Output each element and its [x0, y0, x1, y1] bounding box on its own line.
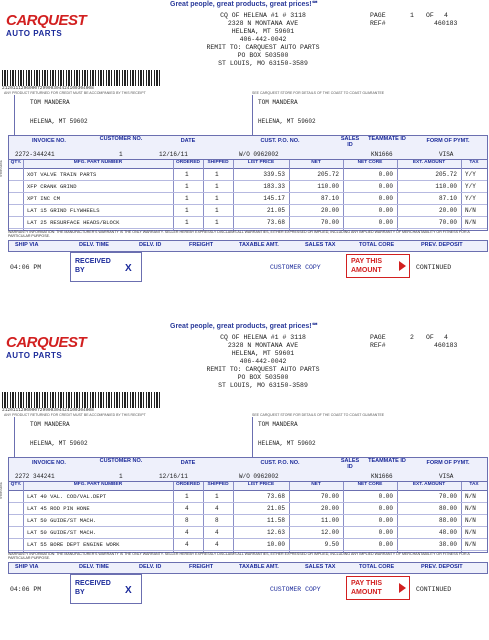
net-core: 0.00: [378, 207, 393, 214]
pay-this-label: PAY THIS: [351, 580, 382, 587]
col-net-core: NET CORE: [343, 482, 397, 491]
part-number: LAT 50 GUIDE/ST MACH.: [27, 517, 97, 524]
qty-ordered: 4: [185, 529, 189, 536]
tax-code: Y/Y: [465, 195, 476, 202]
tax-code: Y/Y: [465, 183, 476, 190]
qty-ordered: 8: [185, 517, 189, 524]
qty-ordered: 1: [185, 493, 189, 500]
invoice-header-table: [8, 457, 488, 483]
totals-footer: [8, 240, 488, 252]
qty-shipped: 1: [215, 183, 219, 190]
qty-ordered: 1: [185, 207, 189, 214]
qty-shipped: 4: [215, 541, 219, 548]
col-ordered: ORDERED: [173, 482, 203, 491]
tax-code: N/N: [465, 529, 476, 536]
teammate-id: KN1666: [371, 151, 393, 158]
qty-shipped: 1: [215, 493, 219, 500]
net-core: 0.00: [378, 183, 393, 190]
by-label: BY: [75, 589, 85, 596]
customer-no: 1: [119, 473, 123, 480]
tax-code: N/N: [465, 505, 476, 512]
received-label: RECEIVED: [75, 258, 111, 265]
net-core: 0.00: [378, 517, 393, 524]
return-notice: ANY PRODUCT RETURNED FOR CREDIT MUST BE ACCOMPANIED BY THIS RECEIPT: [4, 413, 146, 417]
net-core: 0.00: [378, 195, 393, 202]
col-shipped: SHIPPED: [203, 160, 233, 169]
invoice-no: 2272 344241: [15, 473, 55, 480]
row-divider: [9, 550, 487, 551]
sales-tax-label: SALES TAX: [305, 242, 336, 248]
barcode: [2, 70, 162, 86]
page-ref-box: [370, 12, 480, 28]
ext-amount: 110.00: [435, 183, 457, 190]
net-price: 9.50: [324, 541, 339, 548]
list-price: 10.00: [266, 541, 285, 548]
cust-po: W/O 0962002: [239, 151, 279, 158]
store-line: CQ OF HELENA #1 # 3118: [220, 334, 306, 341]
guarantee-notice: SEE CARQUEST STORE FOR DETAILS OF THE COAST TO COAST GUARANTEE: [252, 413, 385, 417]
qty-shipped: 4: [215, 529, 219, 536]
store-line: 406-442-0042: [239, 358, 287, 365]
list-price: 11.58: [266, 517, 285, 524]
barcode-number: 2120111296000729900304424100304008: [2, 86, 94, 91]
col-qty: QTY.: [9, 482, 23, 491]
qty-shipped: 8: [215, 517, 219, 524]
col-list-price: LIST PRICE: [233, 160, 289, 169]
net-core: 0.00: [378, 505, 393, 512]
ext-amount: 70.00: [438, 493, 457, 500]
invoice-date: 12/16/11: [159, 473, 188, 480]
part-number: LAT 50 GUIDE/ST MACH.: [27, 529, 97, 536]
row-divider: [9, 502, 487, 503]
list-price: 21.05: [266, 505, 285, 512]
net-price: 205.72: [317, 171, 339, 178]
tax-code: N/N: [465, 207, 476, 214]
net-price: 87.10: [320, 195, 339, 202]
col-tax: TAX: [461, 482, 487, 491]
logo-wordmark: CARQUEST: [6, 334, 87, 351]
teammate-id-label: TEAMMATE ID: [368, 458, 406, 464]
amount-label: AMOUNT: [351, 589, 382, 596]
side-reference: 0000381: [0, 160, 4, 177]
qty-ordered: 1: [185, 171, 189, 178]
store-line: HELENA, MT 59601: [231, 28, 295, 35]
qty-ordered: 1: [185, 219, 189, 226]
net-price: 20.00: [320, 207, 339, 214]
qty-shipped: 1: [215, 207, 219, 214]
by-label: BY: [75, 267, 85, 274]
carquest-logo: [6, 334, 87, 360]
part-number: LAT 25 RESURFACE HEADS/BLOCK: [27, 219, 120, 226]
col-tax: TAX: [461, 160, 487, 169]
ship-to-city: HELENA, MT 59602: [258, 118, 316, 125]
row-divider: [9, 204, 487, 205]
invoice-no-label: INVOICE NO.: [32, 460, 66, 466]
received-label: RECEIVED: [75, 580, 111, 587]
col-ext-amount: EXT. AMOUNT: [397, 482, 461, 491]
date-label: DATE: [180, 460, 196, 466]
taxable-amt-label: TAXABLE AMT.: [239, 242, 279, 248]
row-divider: [9, 228, 487, 229]
col-list-price: LIST PRICE: [233, 482, 289, 491]
list-price: 145.17: [263, 195, 285, 202]
qty-ordered: 1: [185, 183, 189, 190]
print-time: 04:06 PM: [10, 264, 42, 271]
store-line: PO BOX 503500: [237, 374, 289, 381]
part-number: LAT 45 ROD PIN HONE: [27, 505, 90, 512]
store-line: 2328 N MONTANA AVE: [227, 20, 299, 27]
store-line: 2328 N MONTANA AVE: [227, 342, 299, 349]
payment-form: VISA: [439, 151, 454, 158]
delv-id-label: DELV. ID: [139, 242, 162, 248]
store-line: ST LOUIS, MO 63150-3589: [218, 382, 308, 389]
bill-to-name: TOM MANDERA: [30, 421, 70, 428]
bill-to-name: TOM MANDERA: [30, 99, 70, 106]
signature-x: X: [125, 263, 132, 274]
col-net: NET: [289, 160, 343, 169]
cust-po-label: CUST. P.O. NO.: [260, 460, 300, 466]
col-ordered: ORDERED: [173, 160, 203, 169]
bill-to-city: HELENA, MT 59602: [30, 440, 88, 447]
ship-to-name: TOM MANDERA: [258, 421, 298, 428]
tax-code: N/N: [465, 541, 476, 548]
ext-amount: 48.00: [438, 529, 457, 536]
pay-this-label: PAY THIS: [351, 258, 382, 265]
ext-amount: 88.00: [438, 517, 457, 524]
cust-po-label: CUST. P.O. NO.: [260, 138, 300, 144]
tax-code: N/N: [465, 219, 476, 226]
received-by-box: [70, 252, 142, 282]
ext-amount: 70.00: [438, 219, 457, 226]
page-num: 1: [410, 12, 414, 19]
copy-type: CUSTOMER COPY: [270, 264, 321, 271]
prev-deposit-label: PREV. DEPOSIT: [421, 242, 463, 248]
qty-shipped: 1: [215, 195, 219, 202]
barcode-number: 2120111296000729900304424100304008: [2, 408, 94, 413]
store-line: CQ OF HELENA #1 # 3118: [220, 12, 306, 19]
ship-via-label: SHIP VIA: [15, 242, 39, 248]
payment-form: VISA: [439, 473, 454, 480]
store-line: PO BOX 503500: [237, 52, 289, 59]
ref-number: 460183: [434, 20, 458, 27]
qty-ordered: 4: [185, 505, 189, 512]
cust-po: W/O 0962002: [239, 473, 279, 480]
date-label: DATE: [180, 138, 196, 144]
total-core-label: TOTAL CORE: [359, 564, 395, 570]
store-address: [188, 12, 338, 68]
net-core: 0.00: [378, 171, 393, 178]
signature-x: X: [125, 585, 132, 596]
list-price: 183.33: [263, 183, 285, 190]
store-address: [188, 334, 338, 390]
list-price: 21.05: [266, 207, 285, 214]
col-net: NET: [289, 482, 343, 491]
arrow-right-icon: [399, 583, 406, 593]
store-line: ST LOUIS, MO 63150-3589: [218, 60, 308, 67]
freight-label: FREIGHT: [189, 242, 214, 248]
row-divider: [9, 192, 487, 193]
ext-amount: 20.00: [438, 207, 457, 214]
qty-shipped: 4: [215, 505, 219, 512]
taxable-amt-label: TAXABLE AMT.: [239, 564, 279, 570]
ship-via-label: SHIP VIA: [15, 564, 39, 570]
ext-amount: 205.72: [435, 171, 457, 178]
sales-id-label: SALES ID: [340, 136, 360, 148]
page-total: 4: [444, 12, 448, 19]
net-price: 70.00: [320, 493, 339, 500]
row-divider: [9, 526, 487, 527]
list-price: 339.53: [263, 171, 285, 178]
part-number: XOT VALVE TRAIN PARTS: [27, 171, 97, 178]
logo-wordmark: CARQUEST: [6, 12, 87, 29]
amount-label: AMOUNT: [351, 267, 382, 274]
tax-code: Y/Y: [465, 171, 476, 178]
logo-subtitle: AUTO PARTS: [6, 351, 63, 360]
net-price: 11.00: [320, 517, 339, 524]
net-core: 0.00: [378, 219, 393, 226]
warranty-text: WARRANTY INFORMATION: THE MANUFACTURER'S WARRANTY IS THE ONLY WARRANTY. SELLER HEREBY EXPRESSLY DISCLAIMS ALL WARRANTIES, EITHER EXPRESSED OR IMPLIED, INCLUDING ANY IMPLIED WARRANTY OF MERCHANTABILITY OR FITNESS FOR A PARTICULAR PURPOSE.: [8, 230, 470, 239]
logo-subtitle: AUTO PARTS: [6, 29, 63, 38]
tax-code: N/N: [465, 493, 476, 500]
return-notice: ANY PRODUCT RETURNED FOR CREDIT MUST BE ACCOMPANIED BY THIS RECEIPT: [4, 91, 146, 95]
page-of: OF: [426, 334, 434, 341]
col-net-core: NET CORE: [343, 160, 397, 169]
row-divider: [9, 514, 487, 515]
list-price: 73.68: [266, 219, 285, 226]
copy-type: CUSTOMER COPY: [270, 586, 321, 593]
ext-amount: 87.10: [438, 195, 457, 202]
part-number: XFP CRANK GRIND: [27, 183, 77, 190]
ship-to-city: HELENA, MT 59602: [258, 440, 316, 447]
invoice-page-2: [0, 322, 489, 640]
carquest-logo: [6, 12, 87, 38]
qty-shipped: 1: [215, 171, 219, 178]
net-core: 0.00: [378, 529, 393, 536]
col-ext-amount: EXT. AMOUNT: [397, 160, 461, 169]
part-number: LAT 40 VAL. COD/VAL.DEPT: [27, 493, 107, 500]
qty-shipped: 1: [215, 219, 219, 226]
form-of-payment-label: FORM OF PYMT.: [426, 460, 470, 466]
row-divider: [9, 216, 487, 217]
invoice-date: 12/16/11: [159, 151, 188, 158]
net-price: 70.00: [320, 219, 339, 226]
ref-label: REF#: [370, 20, 386, 27]
store-line: REMIT TO: CARQUEST AUTO PARTS: [206, 44, 320, 51]
store-line: 406-442-0042: [239, 36, 287, 43]
arrow-right-icon: [399, 261, 406, 271]
freight-label: FREIGHT: [189, 564, 214, 570]
ref-number: 460183: [434, 342, 458, 349]
warranty-text: WARRANTY INFORMATION: THE MANUFACTURER'S WARRANTY IS THE ONLY WARRANTY. SELLER HEREBY EXPRESSLY DISCLAIMS ALL WARRANTIES, EITHER EXPRESSED OR IMPLIED, INCLUDING ANY IMPLIED WARRANTY OF MERCHANTABILITY OR FITNESS FOR A PARTICULAR PURPOSE.: [8, 552, 470, 561]
store-line: HELENA, MT 59601: [231, 350, 295, 357]
continued-label: CONTINUED: [416, 264, 452, 271]
col-shipped: SHIPPED: [203, 482, 233, 491]
pay-this-amount-box: [346, 576, 410, 600]
page-total: 4: [444, 334, 448, 341]
sales-id-label: SALES ID: [340, 458, 360, 470]
delv-id-label: DELV. ID: [139, 564, 162, 570]
pay-this-amount-box: [346, 254, 410, 278]
customer-no-label: CUSTOMER NO.: [99, 458, 143, 464]
part-number: LAT 55 BORE DEPT ENGINE WORK: [27, 541, 120, 548]
net-core: 0.00: [378, 541, 393, 548]
tagline: Great people, great products, great prices!℠: [170, 1, 319, 8]
page-num: 2: [410, 334, 414, 341]
list-price: 12.63: [266, 529, 285, 536]
invoice-header-table: [8, 135, 488, 161]
page-ref-box: [370, 334, 480, 350]
sales-tax-label: SALES TAX: [305, 564, 336, 570]
col-part-number: MFG. PART NUMBER: [23, 482, 173, 491]
invoice-page-1: [0, 0, 489, 312]
store-line: REMIT TO: CARQUEST AUTO PARTS: [206, 366, 320, 373]
page-of: OF: [426, 12, 434, 19]
delv-time-label: DELV. TIME: [79, 564, 109, 570]
form-of-payment-label: FORM OF PYMT.: [426, 138, 470, 144]
col-qty: QTY.: [9, 160, 23, 169]
line-items-table: [8, 481, 488, 553]
invoice-no: 2272-344241: [15, 151, 55, 158]
invoice-no-label: INVOICE NO.: [32, 138, 66, 144]
row-divider: [9, 538, 487, 539]
continued-label: CONTINUED: [416, 586, 452, 593]
list-price: 73.68: [266, 493, 285, 500]
part-number: LAT 15 GRIND FLYWHEELS: [27, 207, 100, 214]
guarantee-notice: SEE CARQUEST STORE FOR DETAILS OF THE COAST TO COAST GUARANTEE: [252, 91, 385, 95]
totals-footer: [8, 562, 488, 574]
qty-ordered: 4: [185, 541, 189, 548]
print-time: 04:06 PM: [10, 586, 42, 593]
barcode: [2, 392, 162, 408]
prev-deposit-label: PREV. DEPOSIT: [421, 564, 463, 570]
part-number: XPT INC CM: [27, 195, 61, 202]
line-items-table: [8, 159, 488, 231]
col-part-number: MFG. PART NUMBER: [23, 160, 173, 169]
teammate-id-label: TEAMMATE ID: [368, 136, 406, 142]
customer-no-label: CUSTOMER NO.: [99, 136, 143, 142]
delv-time-label: DELV. TIME: [79, 242, 109, 248]
received-by-box: [70, 574, 142, 604]
side-reference: 0000381: [0, 482, 4, 499]
page-label: PAGE: [370, 334, 386, 341]
ext-amount: 80.00: [438, 505, 457, 512]
ext-amount: 38.00: [438, 541, 457, 548]
row-divider: [9, 180, 487, 181]
ref-label: REF#: [370, 342, 386, 349]
ship-to-name: TOM MANDERA: [258, 99, 298, 106]
net-core: 0.00: [378, 493, 393, 500]
page-label: PAGE: [370, 12, 386, 19]
net-price: 12.00: [320, 529, 339, 536]
bill-to-city: HELENA, MT 59602: [30, 118, 88, 125]
tax-code: N/N: [465, 517, 476, 524]
tagline: Great people, great products, great prices!℠: [170, 323, 319, 330]
teammate-id: KN1666: [371, 473, 393, 480]
customer-no: 1: [119, 151, 123, 158]
total-core-label: TOTAL CORE: [359, 242, 395, 248]
net-price: 110.00: [317, 183, 339, 190]
net-price: 20.00: [320, 505, 339, 512]
qty-ordered: 1: [185, 195, 189, 202]
